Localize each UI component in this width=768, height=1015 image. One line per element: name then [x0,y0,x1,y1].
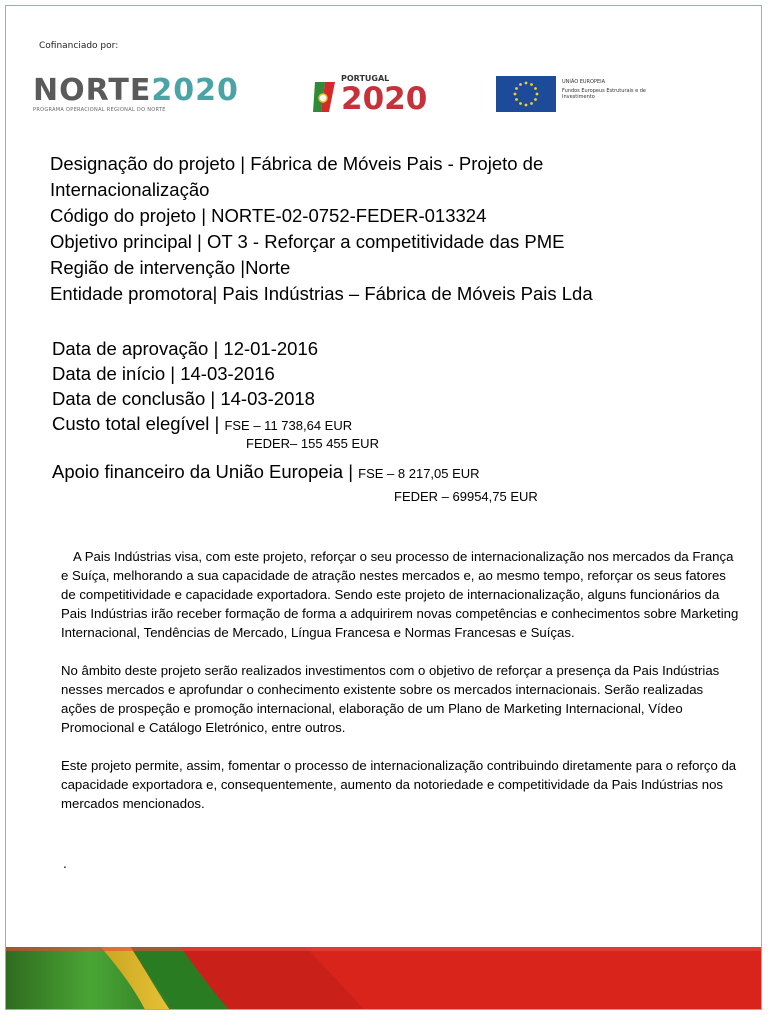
document-page [5,5,762,1010]
data-aprovacao: Data de aprovação | 12-01-2016 [52,338,319,359]
project-info [50,151,593,307]
apoio-feder: FEDER – 69954,75 EUR [394,489,538,504]
objetivo-principal: Objetivo principal | OT 3 - Reforçar a competitividade das PME [50,231,565,252]
custo-feder: FEDER– 155 455 EUR [246,436,379,451]
paragraph-1: A Pais Indústrias visa, com este projeto, reforçar o seu processo de internacionalização nos mercados da França e Suíça, melhorando a sua capacidade de atração nestes mercados e, ao mesmo tempo, reforçar os seus fatores de competitividade e capacidade exportadora. Sendo este projeto de internacionalização, alguns funcionários da Pais Indústrias irão receber formação de forma a adquirirem novas competências e conhecimentos sobre Marketing Internacional, Tendências de Mercado, Língua Francesa e Normas Francesas e Suíças. [61,549,739,640]
eu-flag-icon [496,76,556,112]
paragraph-2: No âmbito deste projeto serão realizados investimentos com o objetivo de reforçar a presença da Pais Indústrias nesses mercados e aprofundar o conhecimento existente sobre os mercados internacionais. Serão realizadas ações de prospeção e promoção internacional, elaboração de um Plano de Marketing Internacional, Vídeo Promocional e Catálogo Eletrónico, entre outros. [61,663,720,735]
designacao-line1: Designação do projeto | Fábrica de Móveis Pais - Projeto de [50,153,544,174]
portugal2020-logo [311,70,441,120]
apoio-label: Apoio financeiro da União Europeia | [52,461,354,482]
portugal-year: 2020 [341,81,428,117]
logo-bar [6,68,761,128]
footer-banner [6,947,761,1010]
custo-fse: FSE – 11 738,64 EUR [224,418,353,433]
project-dates [52,336,352,438]
entidade-promotora: Entidade promotora| Pais Indústrias – Fábrica de Móveis Pais Lda [50,283,593,304]
apoio-financeiro [52,461,480,483]
norte-year: 2020 [151,73,239,108]
norte2020-logo [33,73,263,121]
paragraph-3: Este projeto permite, assim, fomentar o processo de internacionalização contribuindo diretamente para o reforço da capacidade exportadora e, consequentemente, aumento da notoriedade e competitividade da Pais Indústrias nos mercados mencionados. [61,758,737,811]
norte-subtitle: PROGRAMA OPERACIONAL REGIONAL DO NORTE [33,107,166,113]
codigo-projeto: Código do projeto | NORTE-02-0752-FEDER-013324 [50,205,487,226]
eu-logo [496,76,656,116]
eu-funds-text: Fundos Europeus Estruturais e de Investimento [562,88,647,100]
portugal-flag-icon [311,80,337,114]
eu-title: UNIÃO EUROPEIA [562,79,606,85]
regiao-intervencao: Região de intervenção |Norte [50,257,291,278]
designacao-line2: Internacionalização [50,179,210,200]
portugal-word: PORTUGAL [341,74,390,83]
norte-word: NORTE [33,73,152,108]
trailing-dot: . [63,857,67,871]
cofinanciado-label: Cofinanciado por: [39,41,119,51]
data-inicio: Data de início | 14-03-2016 [52,363,275,384]
project-description [61,547,741,832]
custo-label: Custo total elegível | [52,413,220,434]
data-conclusao: Data de conclusão | 14-03-2018 [52,388,315,409]
apoio-fse: FSE – 8 217,05 EUR [358,466,480,481]
custo-total [52,411,352,438]
